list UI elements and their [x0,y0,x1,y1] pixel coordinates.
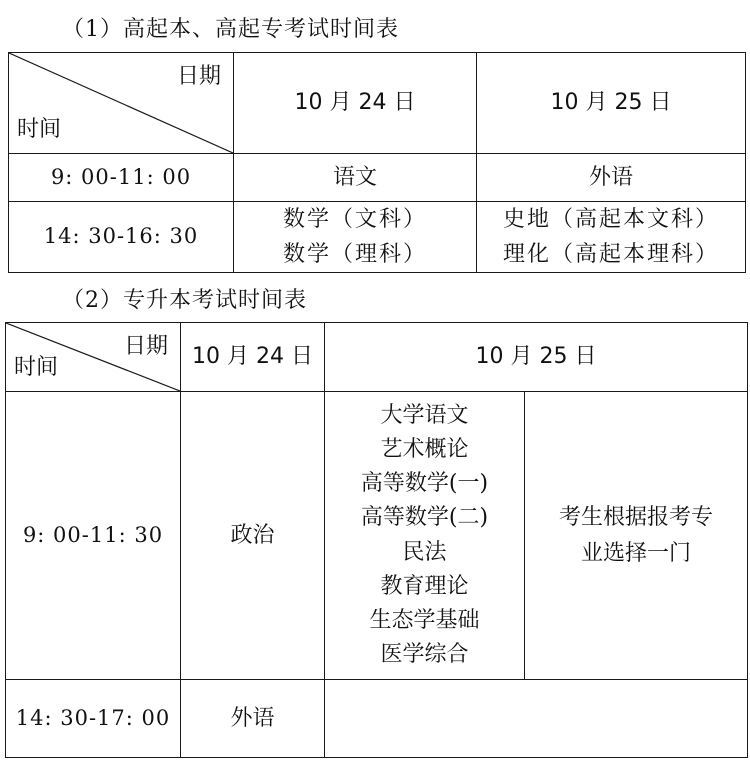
table2-corner-header [6,323,181,392]
subject: 艺术概论 [380,437,469,463]
table-row [6,680,748,758]
subject: 数学（文科） [282,207,427,232]
date-header: 10 月 24 日 [181,323,325,392]
header-date-label: 日期 [176,64,221,89]
subject-list-cell [325,392,525,680]
subject: 教育理论 [380,573,469,599]
time-slot: 14: 30-17: 00 [6,680,181,758]
subject: 数学（理科） [282,242,427,268]
table1-corner-header [9,53,234,154]
note-cell [525,392,748,680]
date-header: 10 月 24 日 [234,53,477,154]
subject: 民法 [402,539,447,565]
date-header: 10 月 25 日 [325,323,748,392]
table-row [9,202,746,273]
exam-schedule-table-2 [5,322,748,758]
subject: 生态学基础 [369,607,480,633]
subject-cell [234,154,477,202]
subject: 语文 [332,164,377,190]
subject: 理化（高起本理科） [502,242,719,268]
subject-cell: 政治 [181,392,325,680]
section1-title: （1）高起本、高起专考试时间表 [62,17,399,42]
section2-title: （2）专升本考试时间表 [62,288,307,313]
header-time-label: 时间 [17,116,62,142]
table-row [9,154,746,202]
subject: 高等数学(一) [360,471,489,497]
empty-cell [325,680,748,758]
subject-cell [234,202,477,273]
note-text: 业选择一门 [580,540,691,566]
subject: 大学语文 [380,403,469,429]
table-row [6,392,748,680]
note-text: 考生根据报考专 [558,505,713,531]
subject: 外语 [588,164,633,190]
header-time-label: 时间 [14,354,59,380]
subject-cell: 外语 [181,680,325,758]
date-header: 10 月 25 日 [477,53,746,154]
subject: 史地（高起本文科） [502,207,719,232]
time-slot: 9: 00-11: 00 [9,154,234,202]
subject-cell [477,154,746,202]
subject-cell [477,202,746,273]
subject: 高等数学(二) [360,505,489,531]
time-slot: 9: 00-11: 30 [6,392,181,680]
exam-schedule-table-1 [8,52,746,273]
subject: 医学综合 [380,641,469,667]
time-slot: 14: 30-16: 30 [9,202,234,273]
header-date-label: 日期 [123,334,168,359]
